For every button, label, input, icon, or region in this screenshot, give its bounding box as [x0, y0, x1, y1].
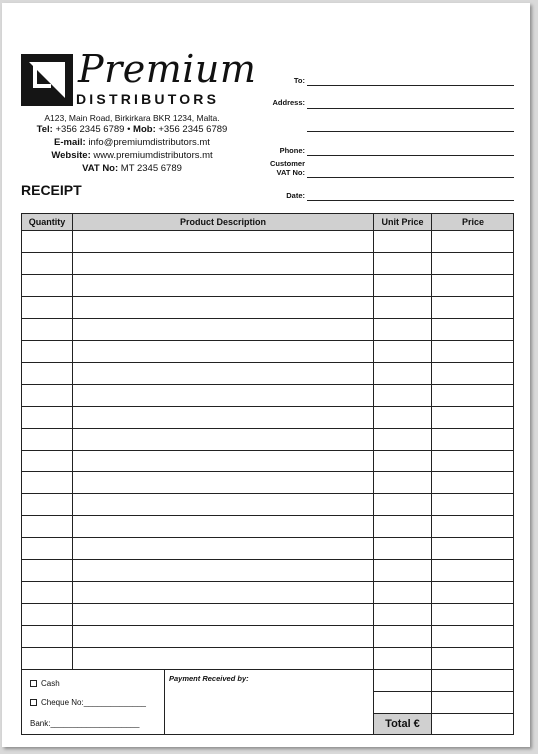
column-divider: [373, 231, 374, 253]
column-divider: [373, 451, 374, 472]
column-divider: [72, 319, 73, 341]
company-website: [2, 150, 262, 161]
table-row[interactable]: [22, 494, 513, 516]
column-divider: [431, 538, 432, 560]
company-phones: [2, 124, 262, 135]
column-divider: [72, 407, 73, 429]
column-divider: [373, 516, 374, 538]
column-divider: [431, 494, 432, 516]
column-divider: [431, 626, 432, 648]
column-divider: [431, 648, 432, 670]
header-quantity: Quantity: [28, 217, 66, 227]
table-row[interactable]: [22, 407, 513, 429]
footer-divider-1: [164, 670, 165, 735]
total-label: Total €: [374, 714, 431, 734]
website-value: www.premiumdistributors.mt: [93, 150, 213, 161]
column-divider: [72, 604, 73, 626]
column-divider: [72, 472, 73, 494]
cheque-checkbox[interactable]: [30, 699, 37, 706]
website-label: Website:: [51, 150, 91, 161]
column-divider: [431, 560, 432, 582]
column-divider: [431, 604, 432, 626]
column-divider: [373, 560, 374, 582]
column-divider: [72, 297, 73, 319]
address-field[interactable]: [307, 108, 514, 109]
column-divider: [373, 538, 374, 560]
table-row[interactable]: [22, 451, 513, 472]
address-field-line2[interactable]: [307, 131, 514, 132]
column-divider: [72, 494, 73, 516]
column-divider: [72, 560, 73, 582]
column-divider: [431, 231, 432, 253]
cash-option[interactable]: [30, 679, 60, 688]
column-divider: [373, 297, 374, 319]
column-divider: [72, 385, 73, 407]
table-row[interactable]: [22, 319, 513, 341]
table-row[interactable]: [22, 538, 513, 560]
table-row[interactable]: [22, 429, 513, 451]
column-divider: [373, 604, 374, 626]
table-row[interactable]: [22, 516, 513, 538]
column-divider: [373, 648, 374, 670]
bank-field[interactable]: Bank:____________________: [30, 719, 140, 728]
total-value-field[interactable]: [432, 714, 514, 734]
header-unit-price: Unit Price: [381, 217, 424, 227]
logo-mark-icon: [21, 54, 73, 106]
date-field[interactable]: [307, 200, 514, 201]
column-divider: [72, 582, 73, 604]
header-product-description: Product Description: [179, 217, 266, 227]
phone-field[interactable]: [307, 155, 514, 156]
column-divider: [431, 275, 432, 297]
column-divider: [373, 582, 374, 604]
column-divider: [431, 385, 432, 407]
column-divider: [431, 407, 432, 429]
table-row[interactable]: [22, 648, 513, 670]
company-address: A123, Main Road, Birkirkara BKR 1234, Malta.: [44, 113, 220, 123]
column-divider: [72, 275, 73, 297]
cash-label: Cash: [41, 679, 60, 688]
column-divider: [373, 341, 374, 363]
company-vat: [2, 163, 262, 174]
column-divider: [72, 538, 73, 560]
column-divider: [72, 363, 73, 385]
customer-vat-label: [245, 159, 305, 177]
column-divider: [373, 385, 374, 407]
column-divider: [373, 429, 374, 451]
column-divider: [373, 275, 374, 297]
vat-label: VAT No:: [82, 163, 119, 174]
brand-name-caps: DISTRIBUTORS: [76, 91, 220, 107]
column-divider: [373, 253, 374, 275]
column-divider: [72, 516, 73, 538]
header-column-divider: [72, 214, 73, 230]
phone-label: Phone:: [279, 146, 305, 155]
column-divider: [72, 341, 73, 363]
customer-vat-label-line1: Customer: [269, 159, 305, 168]
table-row[interactable]: [22, 604, 513, 626]
column-divider: [431, 582, 432, 604]
items-table: [21, 213, 514, 735]
column-divider: [431, 451, 432, 472]
cheque-label: Cheque No:______________: [41, 698, 146, 707]
column-divider: [431, 297, 432, 319]
column-divider: [373, 626, 374, 648]
address-label: Address:: [272, 98, 305, 107]
payment-footer: [22, 670, 513, 735]
brand-name-script: Premium: [78, 47, 257, 91]
column-divider: [373, 407, 374, 429]
table-row[interactable]: [22, 363, 513, 385]
table-header: [22, 214, 513, 231]
column-divider: [72, 626, 73, 648]
document-title: RECEIPT: [21, 182, 82, 198]
customer-vat-field[interactable]: [307, 177, 514, 178]
separator-dot: •: [127, 124, 131, 135]
column-divider: [373, 472, 374, 494]
header-price: Price: [461, 217, 485, 227]
cheque-option[interactable]: [30, 698, 146, 707]
column-divider: [431, 341, 432, 363]
email-label: E-mail:: [54, 137, 86, 148]
table-row[interactable]: [22, 472, 513, 494]
column-divider: [72, 648, 73, 670]
to-label: To:: [293, 76, 305, 85]
table-row[interactable]: [22, 231, 513, 253]
column-divider: [72, 429, 73, 451]
column-divider: [373, 494, 374, 516]
table-row[interactable]: [22, 582, 513, 604]
column-divider: [431, 319, 432, 341]
mob-value: +356 2345 6789: [158, 124, 228, 135]
tel-value: +356 2345 6789: [55, 124, 125, 135]
receipt-page: [2, 3, 530, 747]
column-divider: [72, 451, 73, 472]
cash-checkbox[interactable]: [30, 680, 37, 687]
column-divider: [373, 363, 374, 385]
company-email: [2, 137, 262, 148]
table-row[interactable]: [22, 385, 513, 407]
column-divider: [72, 253, 73, 275]
table-row[interactable]: [22, 341, 513, 363]
header-column-divider: [373, 214, 374, 230]
email-value: info@premiumdistributors.mt: [88, 137, 210, 148]
customer-vat-label-line2: VAT No:: [276, 168, 305, 177]
date-label: Date:: [286, 191, 305, 200]
column-divider: [431, 516, 432, 538]
payment-received-label: Payment Received by:: [169, 674, 249, 683]
table-row[interactable]: [22, 626, 513, 648]
tel-label: Tel:: [36, 124, 53, 135]
column-divider: [72, 231, 73, 253]
table-row[interactable]: [22, 297, 513, 319]
column-divider: [373, 319, 374, 341]
column-divider: [431, 363, 432, 385]
vat-value: MT 2345 6789: [120, 163, 182, 174]
mob-label: Mob:: [133, 124, 156, 135]
header-column-divider: [431, 214, 432, 230]
column-divider: [431, 472, 432, 494]
table-row[interactable]: [22, 560, 513, 582]
footer-rule-1: [373, 691, 514, 692]
table-row[interactable]: [22, 253, 513, 275]
to-field[interactable]: [307, 85, 514, 86]
column-divider: [431, 429, 432, 451]
table-row[interactable]: [22, 275, 513, 297]
column-divider: [431, 253, 432, 275]
